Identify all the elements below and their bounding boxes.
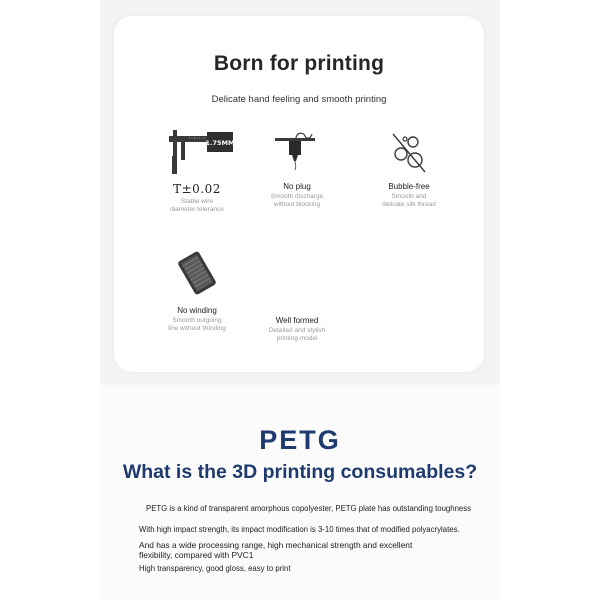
feature-bubble-free: [354, 128, 464, 209]
feature-label: Bubble-free: [388, 182, 430, 191]
petg-paragraph: With high impact strength, its impact modification is 3-10 times that of modified polyacrylates.: [139, 525, 460, 534]
spool-icon: [167, 244, 227, 302]
bubbles-icon: [379, 128, 439, 178]
feature-tolerance: [142, 128, 252, 214]
feature-description: Smooth and delicate silk thread: [382, 193, 436, 208]
feature-label: No winding: [177, 306, 217, 315]
petg-question-heading: What is the 3D printing consumables?: [122, 461, 478, 483]
feature-label: No plug: [283, 182, 311, 191]
feature-label: T±0.02: [173, 182, 221, 196]
feature-description: Detailed and stylish printing model: [268, 327, 326, 342]
card-subtitle: Delicate hand feeling and smooth printing: [211, 94, 387, 105]
nozzle-icon: [267, 128, 327, 178]
caliper-reading: 1.75MM: [205, 139, 235, 147]
caliper-icon: [159, 128, 235, 178]
feature-description: Smooth discharge without blocking: [270, 193, 324, 208]
features-card: [114, 16, 484, 372]
feature-no-winding: [142, 244, 252, 333]
petg-paragraph: And has a wide processing range, high mechanical strength and excellent flexibility, compared with PVC1: [139, 540, 413, 560]
feature-label: Well formed: [275, 316, 319, 325]
petg-paragraph: PETG is a kind of transparent amorphous copolyester, PETG plate has outstanding toughness: [146, 504, 472, 513]
petg-title: PETG: [259, 425, 341, 455]
feature-no-plug: [242, 128, 352, 209]
petg-paragraph: High transparency, good gloss, easy to print: [139, 564, 291, 573]
petg-info-section: [100, 385, 500, 600]
card-title: Born for printing: [213, 52, 385, 75]
feature-description: Stable wire diameter telerance: [170, 198, 224, 213]
feature-well-formed: [242, 312, 352, 343]
feature-description: Smooth outgoing line without Winding: [168, 317, 226, 332]
